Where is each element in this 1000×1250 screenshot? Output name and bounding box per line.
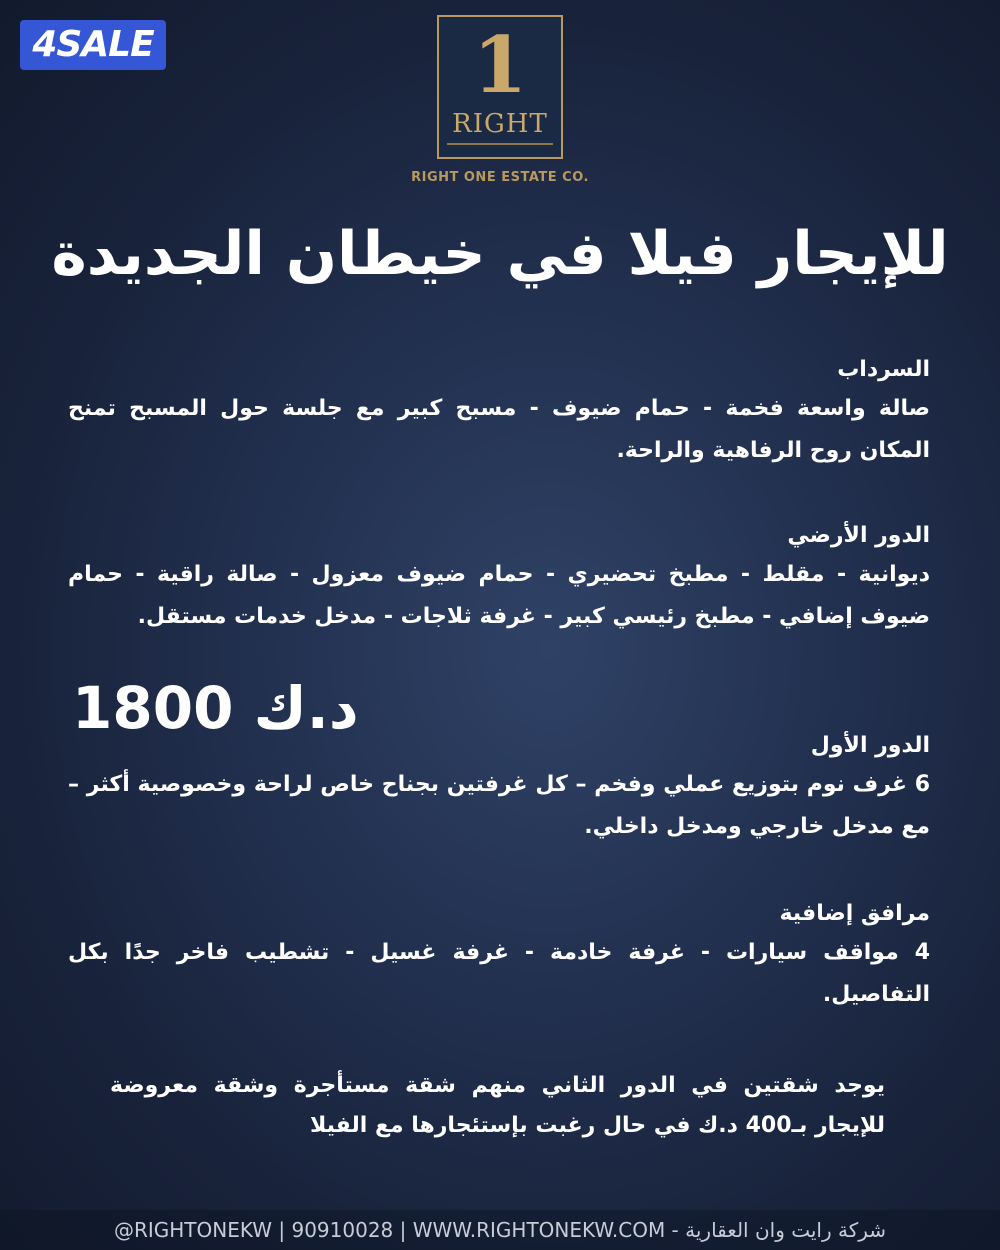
- section-body: 4 مواقف سيارات - غرفة خادمة - غرفة غسيل - تشطيب فاخر جدًا بكل التفاصيل.: [68, 940, 930, 1007]
- section-heading: الدور الأول: [810, 733, 930, 758]
- section-first-floor: [68, 728, 930, 848]
- section-heading: السرداب: [837, 357, 930, 382]
- price-label: 1800 د.ك: [72, 674, 359, 742]
- right-one-logo: [437, 15, 563, 159]
- company-name: RIGHT ONE ESTATE CO.: [411, 170, 589, 185]
- section-heading: مرافق إضافية: [779, 901, 930, 926]
- section-body: 6 غرف نوم بتوزيع عملي وفخم – كل غرفتين بجناح خاص لراحة وخصوصية أكثر – مع مدخل خارجي ومدخل داخلي.: [68, 772, 930, 839]
- section-basement: [68, 352, 930, 472]
- section-extra-facilities: [68, 896, 930, 1016]
- page-title: للإيجار فيلا في خيطان الجديدة: [51, 219, 949, 289]
- logo-numeral: 1: [472, 20, 528, 111]
- logo-divider: [447, 143, 553, 145]
- logo-word: RIGHT: [452, 109, 548, 139]
- 4sale-watermark: 4SALE: [20, 20, 166, 70]
- section-body: ديوانية - مقلط - مطبخ تحضيري - حمام ضيوف معزول - صالة راقية - حمام ضيوف إضافي - مطبخ رئيسي كبير - غرفة ثلاجات - مدخل خدمات مستقل.: [68, 562, 930, 629]
- section-heading: الدور الأرضي: [787, 523, 930, 548]
- contact-footer: @RIGHTONEKW | 90910028 | WWW.RIGHTONEKW.COM - شركة رايت وان العقارية: [0, 1210, 1000, 1250]
- section-ground-floor: [68, 518, 930, 638]
- section-body: صالة واسعة فخمة - حمام ضيوف - مسبح كبير مع جلسة حول المسبح تمنح المكان روح الرفاهية والراحة.: [68, 396, 930, 463]
- apartments-note: يوجد شقتين في الدور الثاني منهم شقة مستأجرة وشقة معروضة للإيجار بـ400 د.ك في حال رغبت بإستئجارها مع الفيلا: [110, 1073, 885, 1138]
